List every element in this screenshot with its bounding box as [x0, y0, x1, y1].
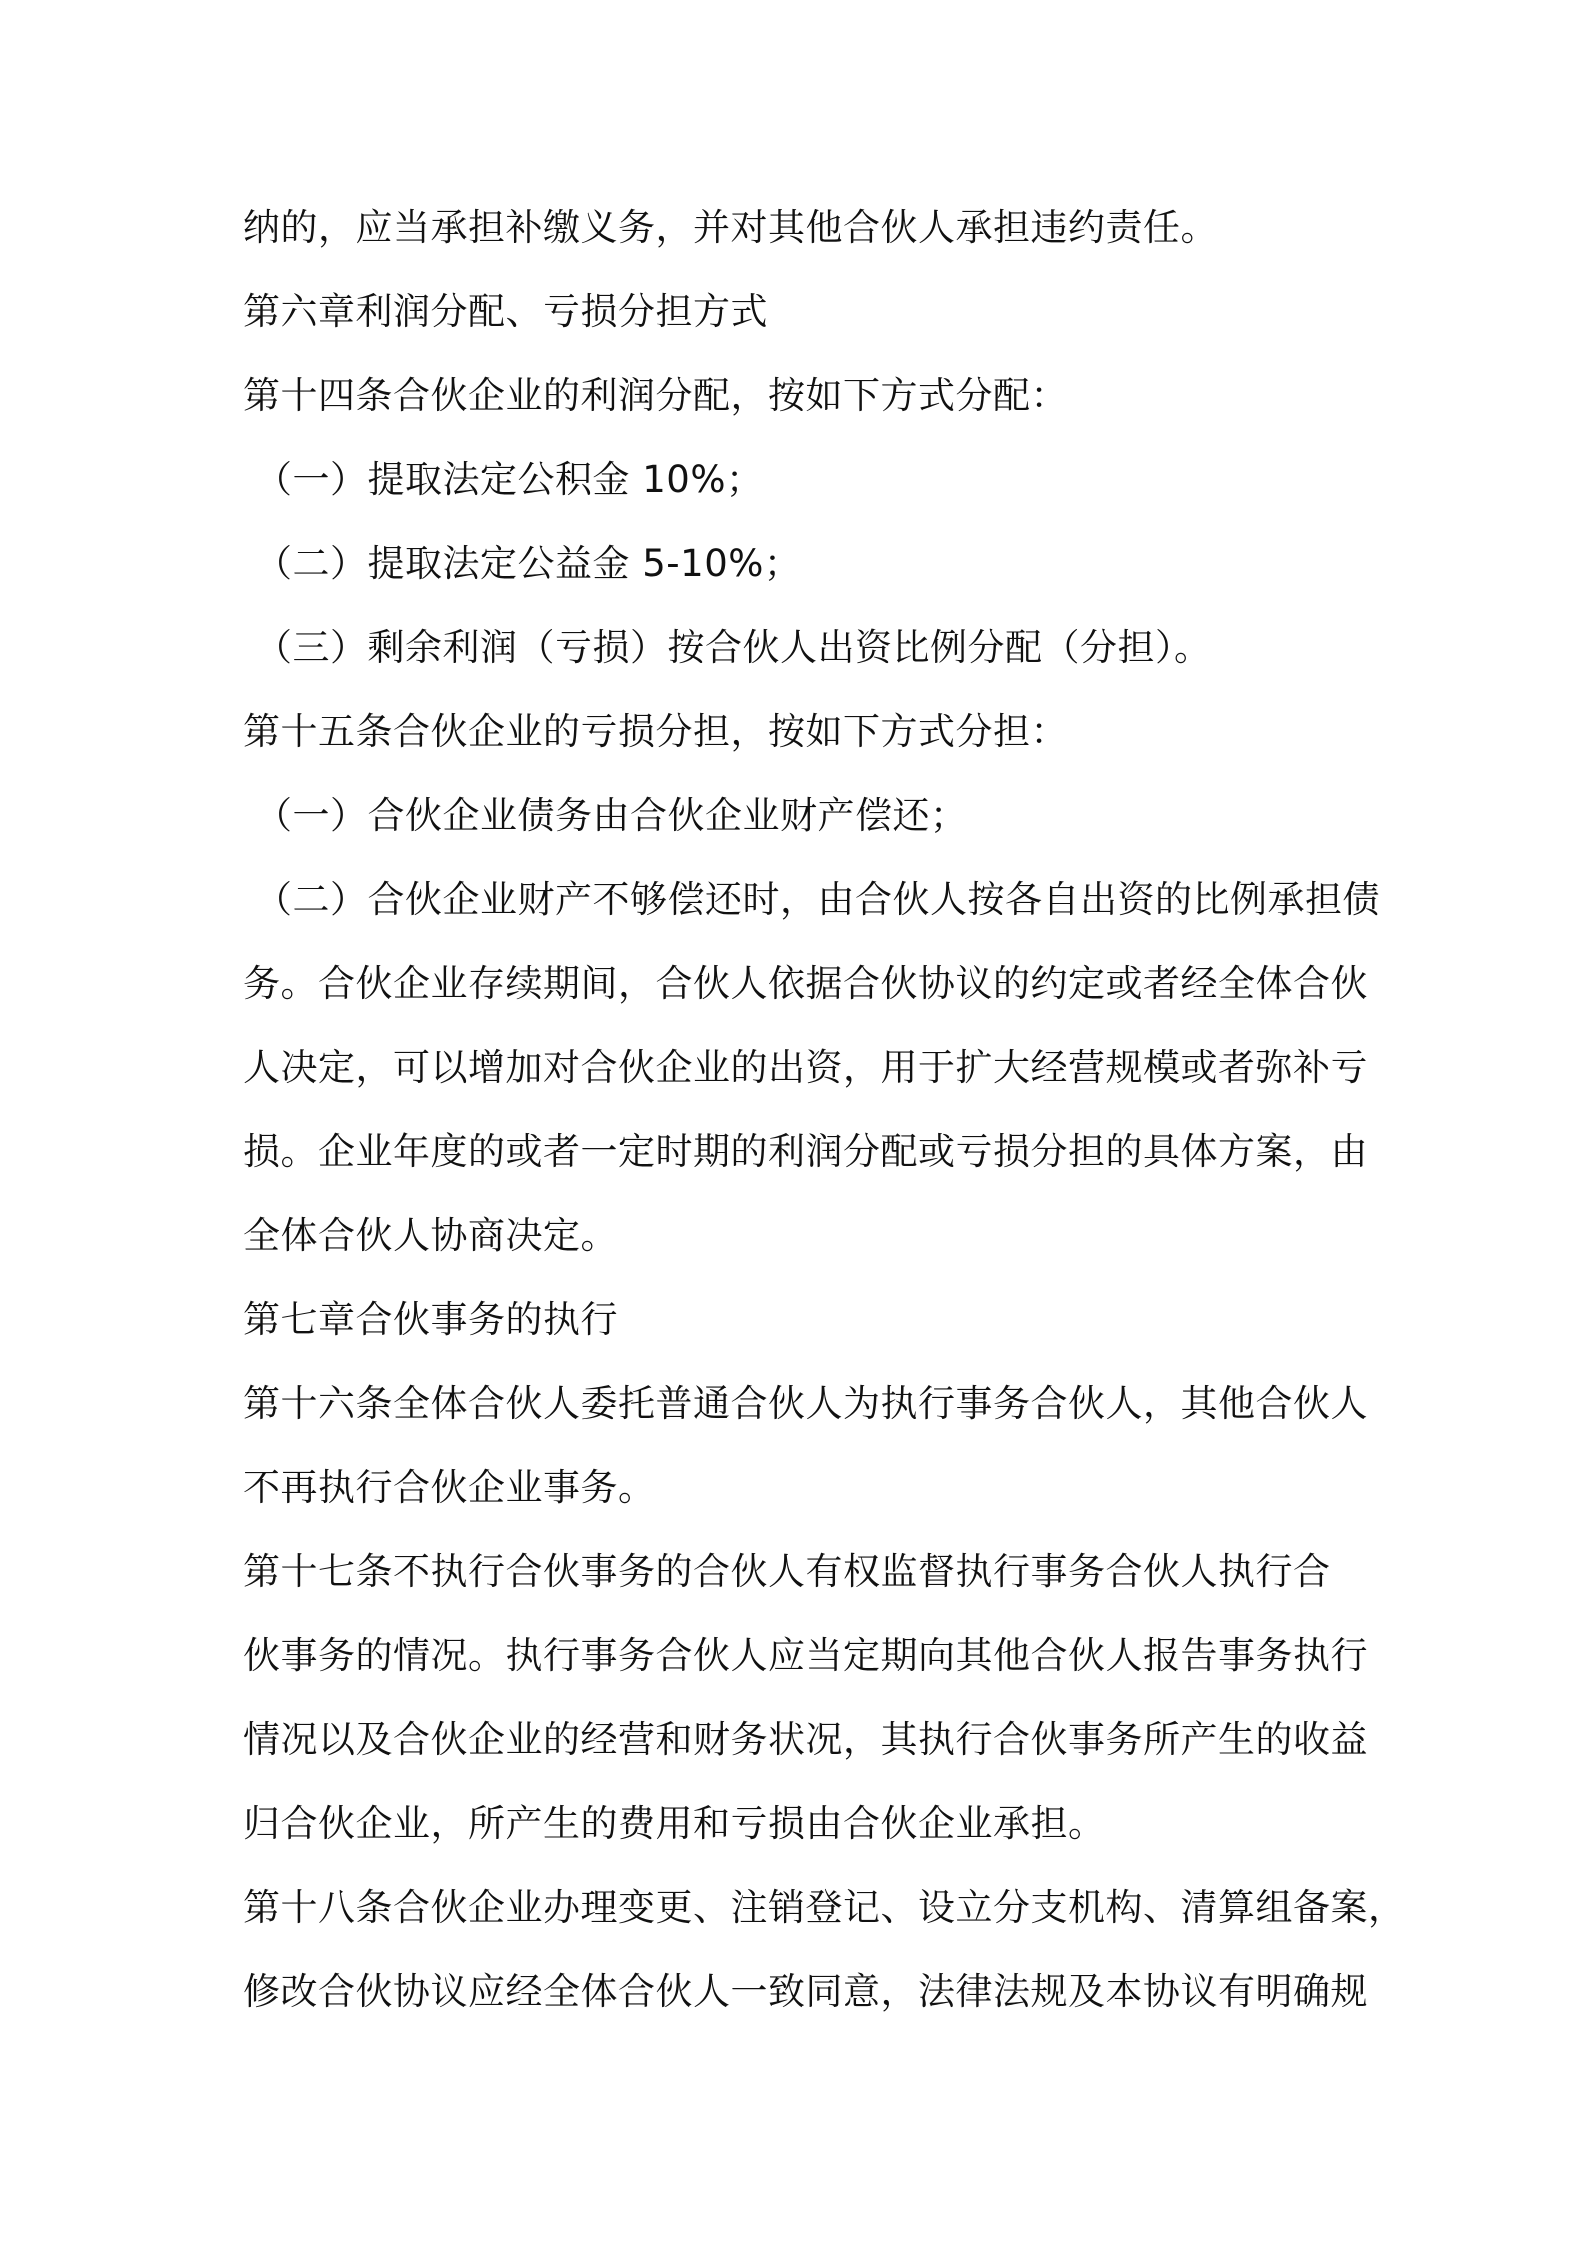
list-item: （一）提取法定公积金 10%；: [255, 458, 764, 501]
list-item: （二）合伙企业财产不够偿还时，由合伙人按各自出资的比例承担债: [255, 878, 1380, 921]
article-heading: 第十五条合伙企业的亏损分担，按如下方式分担：: [243, 710, 1068, 753]
article-heading: 第十六条全体合伙人委托普通合伙人为执行事务合伙人，其他合伙人: [243, 1382, 1368, 1425]
text-line: 损。企业年度的或者一定时期的利润分配或亏损分担的具体方案，由: [243, 1130, 1368, 1173]
text-line: 全体合伙人协商决定。: [243, 1214, 618, 1257]
text-line: 归合伙企业，所产生的费用和亏损由合伙企业承担。: [243, 1802, 1106, 1845]
article-heading: 第十七条不执行合伙事务的合伙人有权监督执行事务合伙人执行合: [243, 1550, 1331, 1593]
chapter-heading: 第七章合伙事务的执行: [243, 1298, 618, 1341]
text-line: 情况以及合伙企业的经营和财务状况，其执行合伙事务所产生的收益: [243, 1718, 1368, 1761]
text-line: 不再执行合伙企业事务。: [243, 1466, 656, 1509]
chapter-heading: 第六章利润分配、亏损分担方式: [243, 290, 768, 333]
article-heading: 第十八条合伙企业办理变更、注销登记、设立分支机构、清算组备案，: [243, 1886, 1406, 1929]
text-line: 人决定，可以增加对合伙企业的出资，用于扩大经营规模或者弥补亏: [243, 1046, 1368, 1089]
list-item: （一）合伙企业债务由合伙企业财产偿还；: [255, 794, 968, 837]
text-line: 伙事务的情况。执行事务合伙人应当定期向其他合伙人报告事务执行: [243, 1634, 1368, 1677]
article-heading: 第十四条合伙企业的利润分配，按如下方式分配：: [243, 374, 1068, 417]
text-line: 纳的，应当承担补缴义务，并对其他合伙人承担违约责任。: [243, 206, 1218, 249]
list-item: （二）提取法定公益金 5-10%；: [255, 542, 802, 585]
list-item: （三）剩余利润（亏损）按合伙人出资比例分配（分担）。: [255, 626, 1212, 669]
text-line: 修改合伙协议应经全体合伙人一致同意，法律法规及本协议有明确规: [243, 1970, 1368, 2013]
text-line: 务。合伙企业存续期间，合伙人依据合伙协议的约定或者经全体合伙: [243, 962, 1368, 1005]
